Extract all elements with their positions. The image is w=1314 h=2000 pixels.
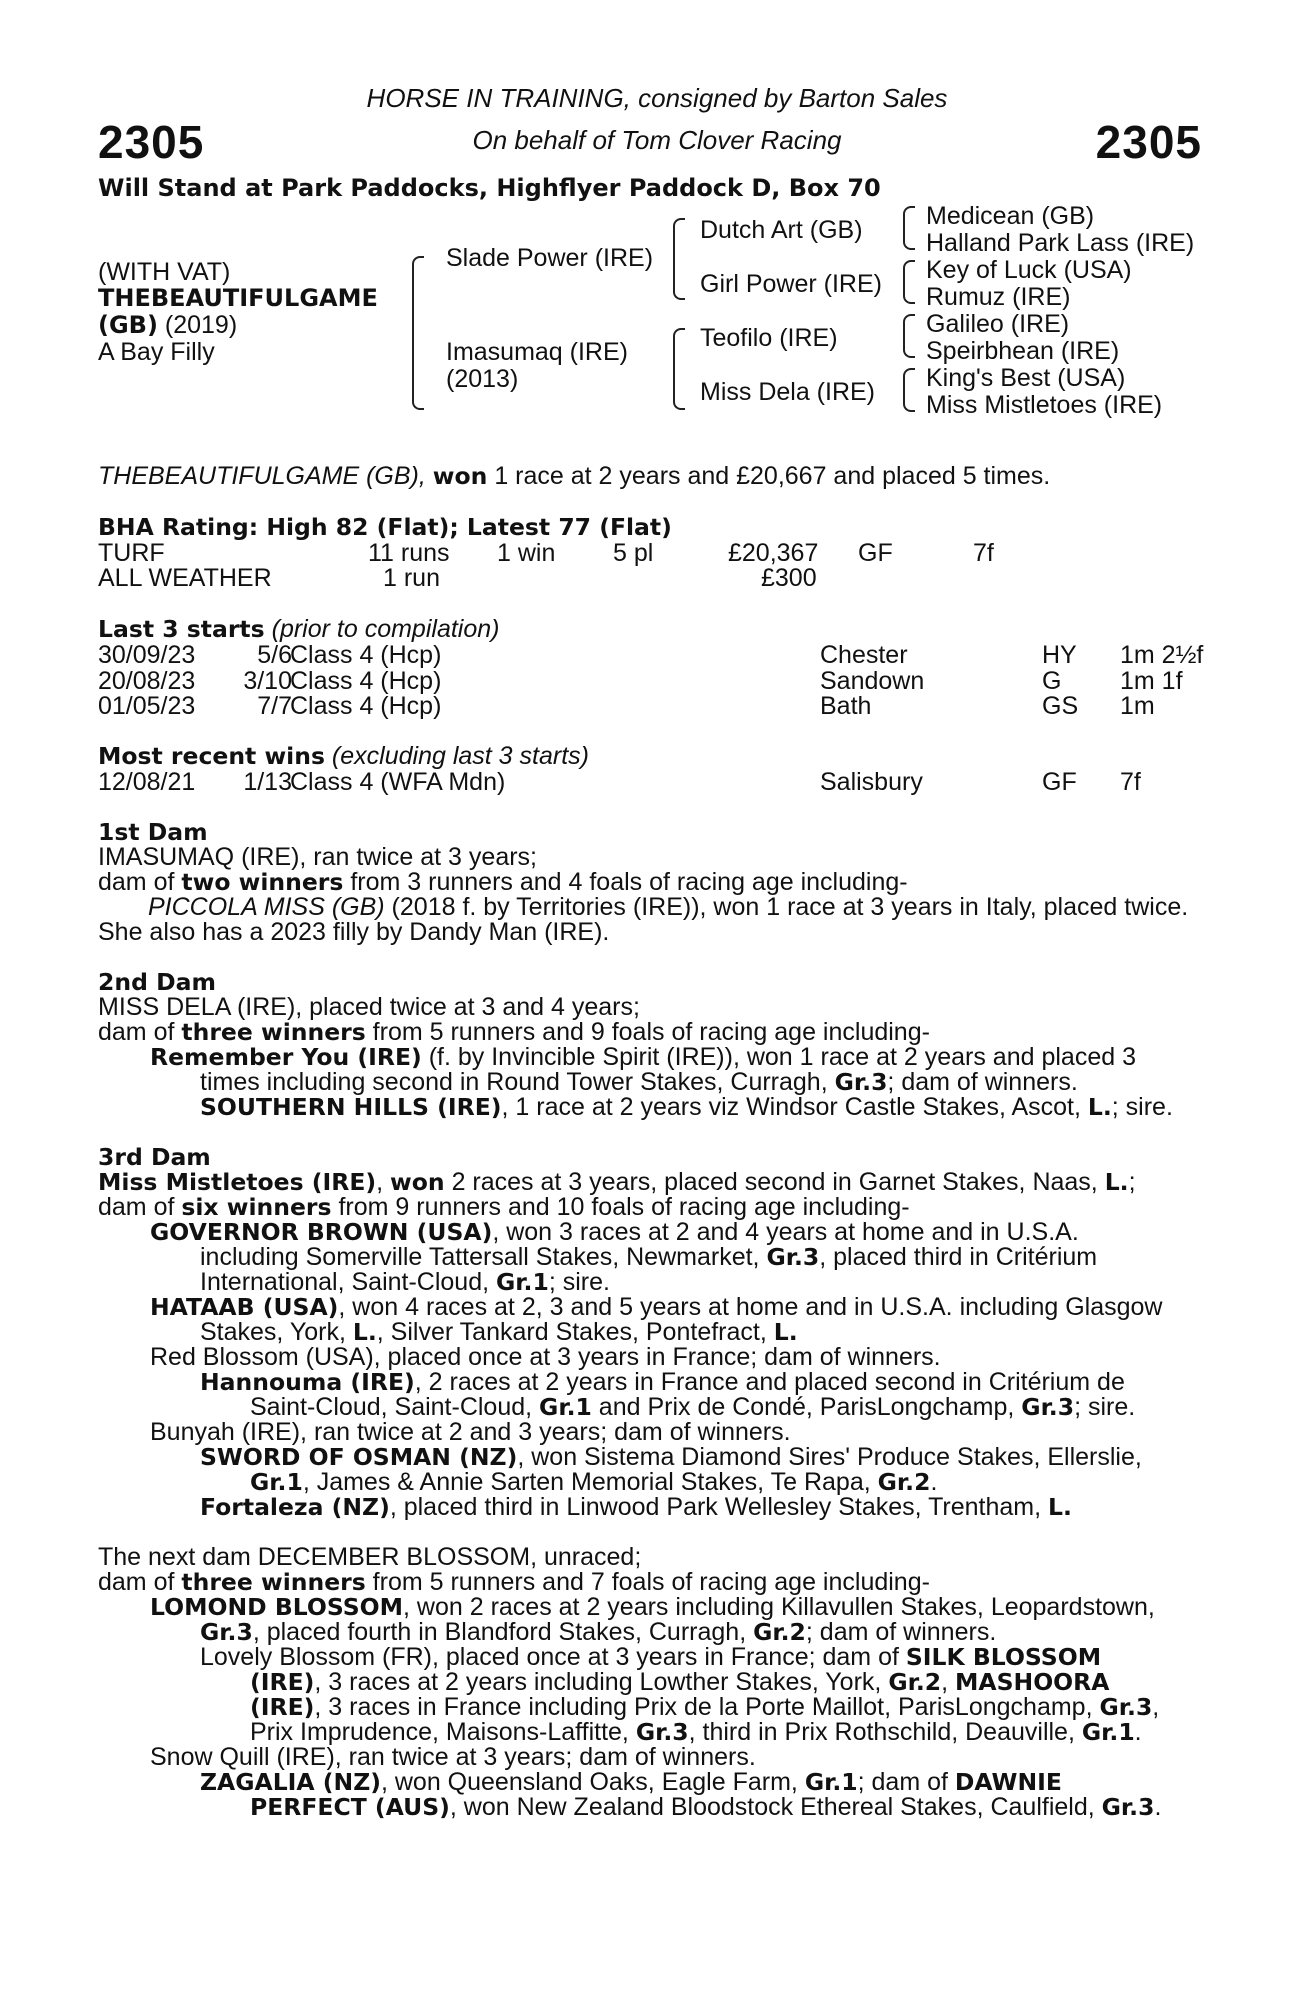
- sword-of-osman-text1: , won Sistema Diamond Sires' Produce Stakes, Ellerslie,: [517, 1443, 1142, 1471]
- dam2-progeny2-name: SOUTHERN HILLS (IRE): [200, 1093, 502, 1121]
- vat-label: (WITH VAT): [98, 258, 231, 286]
- pedigree-brace: [412, 256, 424, 410]
- mashoora-text1: , 3 races in France including Prix de la Porte Maillot, ParisLongchamp,: [314, 1693, 1100, 1721]
- last-start-row3-pos: 7/7: [257, 692, 292, 720]
- dam2-line2-c: from 5 runners and 9 foals of racing age including-: [365, 1018, 930, 1046]
- dam1-progeny1: [148, 895, 1188, 921]
- dam1-line1: IMASUMAQ (IRE), ran twice at 3 years;: [98, 843, 537, 871]
- dam-brace: [673, 328, 685, 410]
- lovely-blossom-line1: [200, 1645, 1200, 1671]
- fortaleza-name: Fortaleza (NZ): [200, 1493, 390, 1521]
- hannouma-grade2: Gr.3: [1021, 1393, 1075, 1421]
- dam3-line2-a: dam of: [98, 1193, 182, 1221]
- lot-number-right: 2305: [1095, 116, 1202, 168]
- zagalia-grade: Gr.1: [804, 1768, 858, 1796]
- lomond-blossom-text2: , placed fourth in Blandford Stakes, Curragh,: [252, 1618, 754, 1646]
- mashoora-text3: , third in Prix Rothschild, Deauville,: [688, 1718, 1082, 1746]
- sword-of-osman-grade1: Gr.1: [250, 1468, 303, 1496]
- last-start-row1-dist: 1m 2½f: [1120, 641, 1204, 669]
- last-start-row1-going: HY: [1042, 641, 1077, 669]
- silk-blossom-name: SILK BLOSSOM: [905, 1643, 1102, 1671]
- summary-line: [98, 464, 1050, 490]
- lomond-blossom-line1: [150, 1595, 1200, 1621]
- dam3-won: won: [390, 1168, 445, 1196]
- recent-wins-title: Most recent wins: [98, 742, 325, 770]
- silk-blossom-origin: (IRE): [250, 1668, 315, 1696]
- last-start-row1-pos: 5/6: [257, 641, 292, 669]
- rating-turf-going: GF: [858, 539, 893, 567]
- rating-aw-surface: ALL WEATHER: [98, 564, 272, 592]
- lomond-blossom-line2: [200, 1620, 996, 1646]
- last-start-row1-date: 30/09/23: [98, 641, 196, 669]
- dam-dam-sire: King's Best (USA): [926, 364, 1126, 392]
- last-starts-note: (prior to compilation): [271, 615, 500, 643]
- hannouma-text3: and Prix de Condé, ParisLongchamp,: [591, 1393, 1022, 1421]
- lovely-blossom-line4: [250, 1720, 1142, 1746]
- dam3-line1: [98, 1170, 1136, 1196]
- recent-wins-note: (excluding last 3 starts): [331, 742, 589, 770]
- dam3-semicolon: ;: [1128, 1168, 1136, 1196]
- dam-dam-dam: Miss Mistletoes (IRE): [926, 391, 1163, 419]
- governor-brown-line1: [150, 1220, 1200, 1246]
- last-start-row2-going: G: [1042, 666, 1062, 695]
- dam1-title: 1st Dam: [98, 818, 208, 846]
- dam2-progeny1-text2: times including second in Round Tower Stakes, Curragh,: [200, 1068, 835, 1096]
- rating-turf-dist: 7f: [973, 539, 994, 567]
- sire-sire-dam: Halland Park Lass (IRE): [926, 229, 1195, 257]
- dam1-line2-a: dam of: [98, 868, 182, 896]
- lot-number-left: 2305: [98, 116, 205, 168]
- governor-brown-text2: including Somerville Tattersall Stakes, Newmarket,: [200, 1243, 767, 1271]
- sire-brace: [673, 218, 685, 300]
- sire-sire-sire: Medicean (GB): [926, 202, 1095, 230]
- hannouma-grade1: Gr.1: [539, 1393, 592, 1421]
- next-dam-line2: [98, 1570, 930, 1596]
- dawnie-perfect-name2: PERFECT (AUS): [250, 1793, 450, 1821]
- hataab-line2: [200, 1320, 798, 1346]
- last-start-row1-course: Chester: [820, 641, 908, 669]
- zagalia-line1: [200, 1770, 1200, 1796]
- dam3-line2-c: from 9 runners and 10 foals of racing age including-: [331, 1193, 910, 1221]
- red-blossom: Red Blossom (USA), placed once at 3 years in France; dam of winners.: [150, 1343, 941, 1371]
- hannouma-name: Hannouma (IRE): [200, 1368, 415, 1396]
- lomond-blossom-grade1: Gr.3: [200, 1618, 253, 1646]
- fortaleza-grade: L.: [1048, 1493, 1072, 1521]
- dam2-title: 2nd Dam: [98, 968, 216, 996]
- recent-wins-heading: [98, 744, 589, 770]
- dam-year: (2013): [446, 365, 519, 393]
- recent-win-row1-race: Class 4 (WFA Mdn): [290, 768, 506, 796]
- recent-win-row1-date: 12/08/21: [98, 768, 196, 796]
- lovely-blossom-comma: ,: [941, 1668, 956, 1696]
- mashoora-period: .: [1134, 1718, 1142, 1746]
- horse-origin: (GB): [98, 311, 158, 339]
- last-start-row3-going: GS: [1042, 692, 1079, 720]
- lovely-blossom-text1: Lovely Blossom (FR), placed once at 3 years in France; dam of: [200, 1643, 906, 1671]
- hataab-name: HATAAB (USA): [150, 1293, 339, 1321]
- g3-brace-2: [903, 260, 915, 304]
- sword-of-osman-name: SWORD OF OSMAN (NZ): [200, 1443, 518, 1471]
- dam2-line2-a: dam of: [98, 1018, 182, 1046]
- hataab-line1: [150, 1295, 1200, 1321]
- dam3-text: 2 races at 3 years, placed second in Garnet Stakes, Naas,: [444, 1168, 1105, 1196]
- g3-brace-3: [903, 314, 915, 358]
- dam3-title: 3rd Dam: [98, 1143, 211, 1171]
- sire-sire: Dutch Art (GB): [700, 216, 863, 244]
- silk-blossom-text: , 3 races at 2 years including Lowther Stakes, York,: [314, 1668, 889, 1696]
- lomond-blossom-text1: , won 2 races at 2 years including Killavullen Stakes, Leopardstown,: [403, 1593, 1155, 1621]
- g3-brace-4: [903, 368, 915, 412]
- dam2-progeny1-line2: [200, 1070, 1078, 1096]
- rating-turf-runs: 11 runs: [368, 539, 450, 567]
- fortaleza-text: , placed third in Linwood Park Wellesley Stakes, Trentham,: [389, 1493, 1049, 1521]
- sword-of-osman-period: .: [930, 1468, 938, 1496]
- lomond-blossom-text3: ; dam of winners.: [805, 1618, 997, 1646]
- zagalia-text1: , won Queensland Oaks, Eagle Farm,: [380, 1768, 805, 1796]
- sire-dam-dam: Rumuz (IRE): [926, 283, 1071, 311]
- stand-location: Will Stand at Park Paddocks, Highflyer Paddock D, Box 70: [98, 174, 881, 202]
- governor-brown-line3: [200, 1270, 610, 1296]
- mashoora-origin: (IRE): [250, 1693, 315, 1721]
- dam-sire: Teofilo (IRE): [700, 324, 838, 352]
- mashoora-text2: Prix Imprudence, Maisons-Laffitte,: [250, 1718, 636, 1746]
- fortaleza: [200, 1495, 1072, 1521]
- sword-of-osman-line1: [200, 1445, 1200, 1471]
- dam3-line2: [98, 1195, 910, 1221]
- dam2-progeny1-text3: ; dam of winners.: [887, 1068, 1078, 1096]
- mashoora-name: MASHOORA: [955, 1668, 1110, 1696]
- dam2-progeny1-text: (f. by Invincible Spirit (IRE)), won 1 race at 2 years and placed 3: [421, 1043, 1136, 1071]
- rating-turf-prize: £20,367: [728, 539, 819, 567]
- mashoora-grade3: Gr.1: [1081, 1718, 1135, 1746]
- dam2-progeny1-grade: Gr.3: [834, 1068, 888, 1096]
- rating-aw-runs: 1 run: [383, 564, 440, 592]
- governor-brown-grade1: Gr.3: [766, 1243, 820, 1271]
- dam3-winners: six winners: [181, 1193, 332, 1221]
- sword-of-osman-line2: [250, 1470, 937, 1496]
- last-start-row2-race: Class 4 (Hcp): [290, 666, 442, 695]
- sire-dam-sire: Key of Luck (USA): [926, 256, 1132, 284]
- hataab-text2: Stakes, York,: [200, 1318, 353, 1346]
- governor-brown-text4: International, Saint-Cloud,: [200, 1268, 497, 1296]
- lomond-blossom-grade2: Gr.2: [753, 1618, 806, 1646]
- dam2-line2: [98, 1020, 930, 1046]
- summary-won: won: [432, 462, 488, 490]
- mashoora-comma: ,: [1152, 1693, 1160, 1721]
- rating-turf-surface: TURF: [98, 539, 165, 567]
- last-start-row3-course: Bath: [820, 692, 872, 720]
- dawnie-perfect-name1: DAWNIE: [954, 1768, 1062, 1796]
- next-dam-line2-c: from 5 runners and 7 foals of racing age including-: [365, 1568, 930, 1596]
- last-start-row3-dist: 1m: [1120, 692, 1155, 720]
- silk-blossom-grade: Gr.2: [888, 1668, 942, 1696]
- sire: Slade Power (IRE): [446, 244, 654, 272]
- dam: Imasumaq (IRE): [446, 338, 628, 366]
- hannouma-text1: , 2 races at 2 years in France and placed second in Critérium de: [414, 1368, 1125, 1396]
- dam2-progeny2: [200, 1095, 1173, 1121]
- zagalia-text2: ; dam of: [857, 1768, 955, 1796]
- summary-name: THEBEAUTIFULGAME (GB),: [98, 462, 426, 490]
- recent-win-row1-course: Salisbury: [820, 768, 923, 796]
- dam2-progeny2-text: , 1 race at 2 years viz Windsor Castle Stakes, Ascot,: [501, 1093, 1088, 1121]
- rating-aw-prize: £300: [761, 564, 817, 592]
- last-start-row2-pos: 3/10: [243, 666, 292, 695]
- snow-quill: Snow Quill (IRE), ran twice at 3 years; dam of winners.: [150, 1743, 756, 1771]
- rating-turf-wins: 1 win: [497, 539, 556, 567]
- dam3-name: Miss Mistletoes (IRE): [98, 1168, 377, 1196]
- dam3-comma: ,: [376, 1168, 391, 1196]
- g3-brace-1: [903, 206, 915, 250]
- dam1-line2: [98, 870, 908, 896]
- last-starts-title: Last 3 starts: [98, 615, 265, 643]
- dam1-progeny1-text: (2018 f. by Territories (IRE)), won 1 race at 3 years in Italy, placed twice.: [384, 893, 1189, 921]
- hannouma-line1: [200, 1370, 1200, 1396]
- rating-turf-placed: 5 pl: [613, 539, 654, 567]
- dam2-line1: MISS DELA (IRE), placed twice at 3 and 4 years;: [98, 993, 640, 1021]
- consignment-line: HORSE IN TRAINING, consigned by Barton Sales: [366, 83, 948, 113]
- mashoora-grade2: Gr.3: [635, 1718, 689, 1746]
- dam2-progeny1-line1: [150, 1045, 1200, 1071]
- hataab-grade2: L.: [773, 1318, 798, 1346]
- governor-brown-grade2: Gr.1: [496, 1268, 549, 1296]
- sword-of-osman-grade2: Gr.2: [877, 1468, 931, 1496]
- last-start-row2-dist: 1m 1f: [1120, 666, 1183, 695]
- dam2-progeny2-grade: L.: [1087, 1093, 1112, 1121]
- zagalia-line2: [250, 1795, 1161, 1821]
- last-start-row1-race: Class 4 (Hcp): [290, 641, 442, 669]
- horse-year: (2019): [164, 311, 238, 339]
- last-start-row3-date: 01/05/23: [98, 692, 196, 720]
- last-starts-heading: [98, 617, 499, 643]
- dam-dam: Miss Dela (IRE): [700, 378, 876, 406]
- dam2-winners: three winners: [181, 1018, 366, 1046]
- governor-brown-text5: ; sire.: [548, 1268, 610, 1296]
- governor-brown-name: GOVERNOR BROWN (USA): [150, 1218, 493, 1246]
- hataab-grade1: L.: [352, 1318, 377, 1346]
- summary-rest: 1 race at 2 years and £20,667 and placed 5 times.: [494, 462, 1051, 490]
- next-dam-line2-a: dam of: [98, 1568, 182, 1596]
- sword-of-osman-text2: , James & Annie Sarten Memorial Stakes, Te Rapa,: [302, 1468, 878, 1496]
- lomond-blossom-name: LOMOND BLOSSOM: [150, 1593, 404, 1621]
- next-dam-winners: three winners: [181, 1568, 366, 1596]
- dawnie-perfect-period: .: [1154, 1793, 1162, 1821]
- dawnie-perfect-grade: Gr.3: [1101, 1793, 1155, 1821]
- lovely-blossom-line2: [250, 1670, 1200, 1696]
- governor-brown-text3: , placed third in Critérium: [819, 1243, 1098, 1271]
- horse-description: A Bay Filly: [98, 338, 215, 366]
- hannouma-text2: Saint-Cloud, Saint-Cloud,: [250, 1393, 540, 1421]
- mashoora-grade1: Gr.3: [1099, 1693, 1153, 1721]
- last-start-row2-date: 20/08/23: [98, 666, 196, 695]
- dawnie-perfect-text: , won New Zealand Bloodstock Ethereal Stakes, Caulfield,: [449, 1793, 1102, 1821]
- governor-brown-line2: [200, 1245, 1200, 1271]
- dam-sire-sire: Galileo (IRE): [926, 310, 1070, 338]
- dam-sire-dam: Speirbhean (IRE): [926, 337, 1120, 365]
- hataab-text3: , Silver Tankard Stakes, Pontefract,: [376, 1318, 774, 1346]
- horse-name: THEBEAUTIFULGAME: [98, 284, 378, 312]
- recent-win-row1-going: GF: [1042, 768, 1077, 796]
- lovely-blossom-line3: [250, 1695, 1200, 1721]
- bunyah: Bunyah (IRE), ran twice at 2 and 3 years; dam of winners.: [150, 1418, 791, 1446]
- dam1-progeny1-name: PICCOLA MISS (GB): [148, 893, 385, 921]
- hannouma-text4: ; sire.: [1074, 1393, 1136, 1421]
- dam1-line2-c: from 3 runners and 4 foals of racing age including-: [343, 868, 908, 896]
- recent-win-row1-dist: 7f: [1120, 768, 1141, 796]
- next-dam-line1: The next dam DECEMBER BLOSSOM, unraced;: [98, 1543, 642, 1571]
- hataab-text1: , won 4 races at 2, 3 and 5 years at home and in U.S.A. including Glasgow: [338, 1293, 1163, 1321]
- dam1-line4: She also has a 2023 filly by Dandy Man (IRE).: [98, 918, 610, 946]
- last-start-row3-race: Class 4 (Hcp): [290, 692, 442, 720]
- dam3-grade: L.: [1104, 1168, 1129, 1196]
- horse-origin-year: [98, 313, 237, 339]
- sire-dam: Girl Power (IRE): [700, 270, 882, 298]
- dam2-progeny1-name: Remember You (IRE): [150, 1043, 422, 1071]
- dam1-winners: two winners: [181, 868, 344, 896]
- recent-win-row1-pos: 1/13: [243, 768, 292, 796]
- hannouma-line2: [250, 1395, 1135, 1421]
- last-start-row2-course: Sandown: [820, 666, 925, 695]
- governor-brown-text1: , won 3 races at 2 and 4 years at home and in U.S.A.: [492, 1218, 1079, 1246]
- zagalia-name: ZAGALIA (NZ): [200, 1768, 381, 1796]
- rating-title: BHA Rating: High 82 (Flat); Latest 77 (Flat): [98, 513, 672, 541]
- dam2-progeny2-text2: ; sire.: [1111, 1093, 1173, 1121]
- behalf-line: On behalf of Tom Clover Racing: [472, 125, 842, 155]
